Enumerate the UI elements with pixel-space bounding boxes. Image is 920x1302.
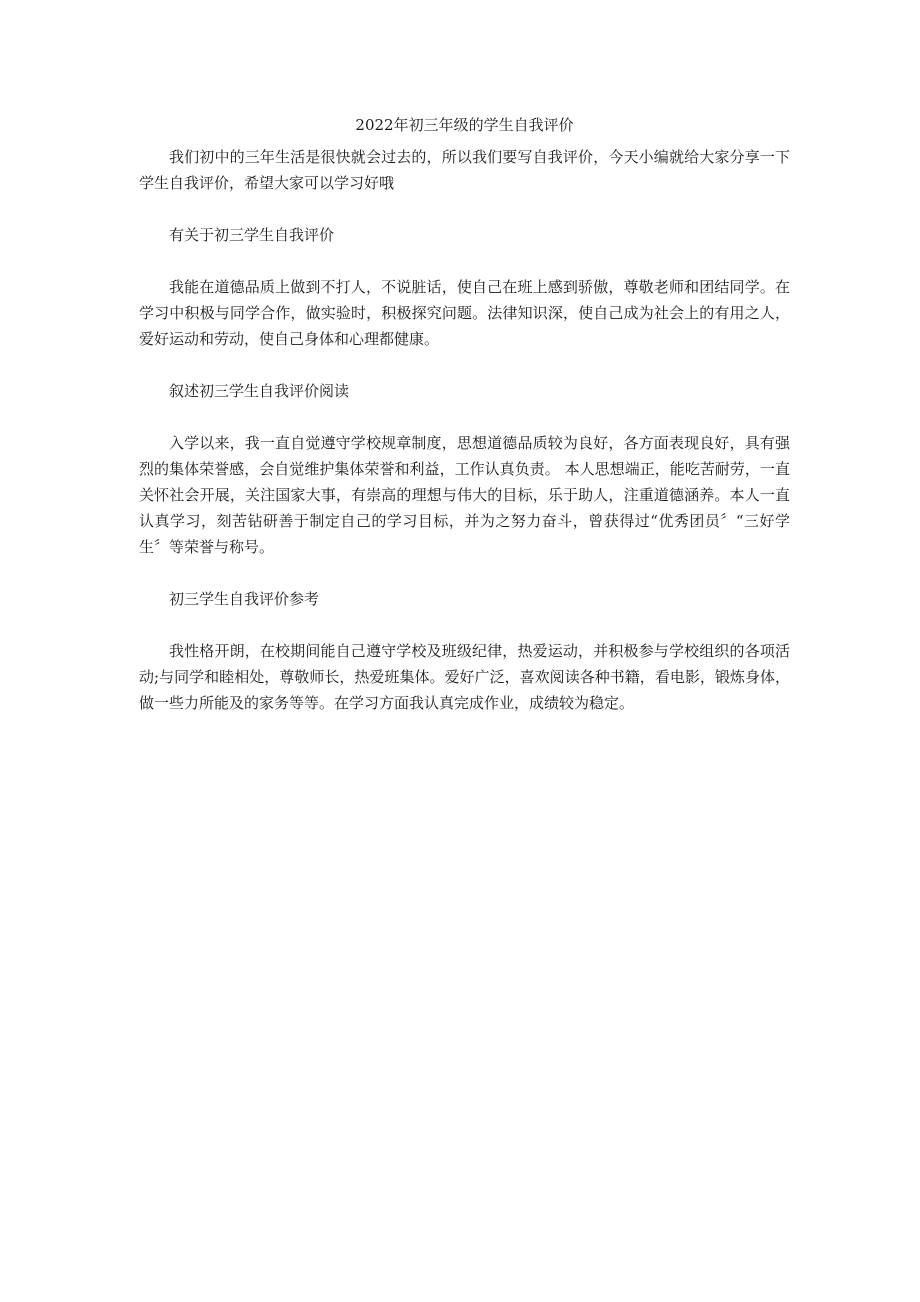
section-heading: 初三学生自我评价参考	[169, 590, 320, 608]
section-body: 我能在道德品质上做到不打人，不说脏话，使自己在班上感到骄傲，尊敬老师和团结同学。在学习中积极与同学合作，做实验时，积极探究问题。法律知识深，使自己成为社会上的有用之人，爱好运动和劳动，使自己身体和心理都健康。	[139, 278, 790, 348]
section-heading: 叙述初三学生自我评价阅读	[169, 382, 350, 400]
spacer	[139, 612, 790, 638]
spacer	[139, 404, 790, 430]
section-body: 我性格开朗，在校期间能自己遵守学校及班级纪律，热爱运动，并积极参与学校组织的各项活动;与同学和睦相处，尊敬师长，热爱班集体。爱好广泛，喜欢阅读各种书籍，看电影，锻炼身体，做一些力所能及的家务等等。在学习方面我认真完成作业，成绩较为稳定。	[139, 642, 790, 712]
spacer	[139, 248, 790, 274]
spacer	[139, 560, 790, 586]
section-heading: 有关于初三学生自我评价	[169, 226, 335, 244]
section-body: 入学以来，我一直自觉遵守学校规章制度，思想道德品质较为良好，各方面表现良好，具有强烈的集体荣誉感，会自觉维护集体荣誉和利益，工作认真负责。 本人思想端正，能吃苦耐劳，一直关怀社会开展，关注国家大事，有崇高的理想与伟大的目标，乐于助人，注重道德涵养。本人一直认真学习，刻苦钻研善于制定自己的学习目标，并为之努力奋斗，曾获得过“优秀团员〞“三好学生〞等荣誉与称号。	[139, 434, 790, 556]
document-title: 2022年初三年级的学生自我评价	[355, 116, 574, 134]
spacer	[139, 352, 790, 378]
intro-paragraph: 我们初中的三年生活是很快就会过去的，所以我们要写自我评价，今天小编就给大家分享一下学生自我评价，希望大家可以学习好哦	[139, 148, 790, 192]
spacer	[139, 196, 790, 222]
